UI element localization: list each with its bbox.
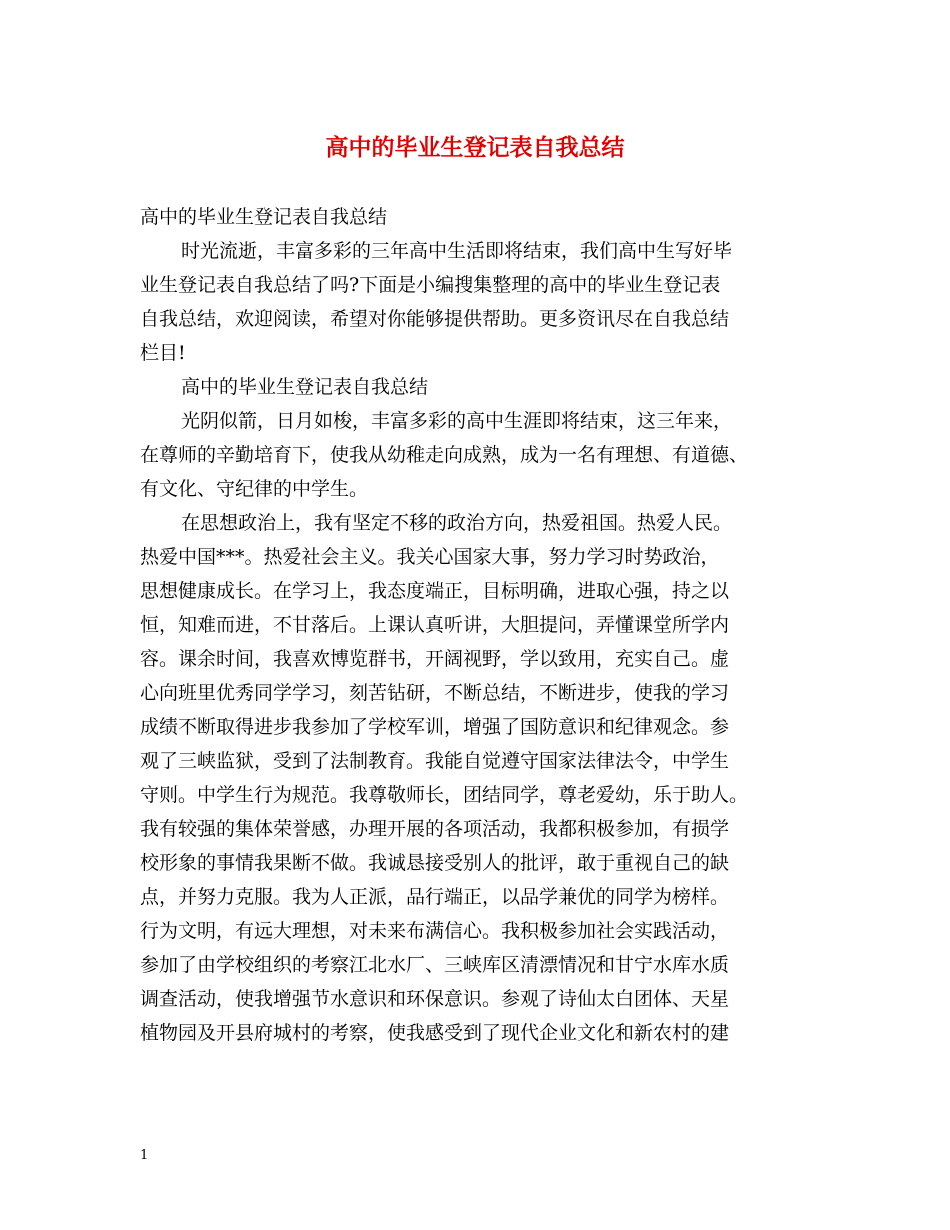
- body-line: 时光流逝，丰富多彩的三年高中生活即将结束，我们高中生写好毕: [181, 240, 733, 262]
- body-line: 光阴似箭，日月如梭，丰富多彩的高中生涯即将结束，这三年来，: [181, 410, 733, 432]
- body-line: 高中的毕业生登记表自我总结: [140, 206, 388, 228]
- body-line: 容。课余时间，我喜欢博览群书，开阔视野，学以致用，充实自己。虚: [140, 648, 730, 670]
- body-line: 心向班里优秀同学学习，刻苦钻研，不断总结，不断进步，使我的学习: [140, 682, 730, 704]
- body-line: 点，并努力克服。我为人正派，品行端正，以品学兼优的同学为榜样。: [140, 886, 730, 908]
- body-line: 恒，知难而进，不甘落后。上课认真听讲，大胆提问，弄懂课堂所学内: [140, 614, 730, 636]
- document-title: 高中的毕业生登记表自我总结: [325, 134, 625, 161]
- body-line: 校形象的事情我果断不做。我诚恳接受别人的批评，敢于重视自己的缺: [140, 852, 730, 874]
- body-line: 业生登记表自我总结了吗?下面是小编搜集整理的高中的毕业生登记表: [140, 274, 721, 296]
- body-line: 有文化、守纪律的中学生。: [140, 478, 369, 500]
- body-line: 调查活动，使我增强节水意识和环保意识。参观了诗仙太白团体、天星: [140, 988, 730, 1010]
- body-line: 观了三峡监狱，受到了法制教育。我能自觉遵守国家法律法令，中学生: [140, 750, 730, 772]
- body-line: 参加了由学校组织的考察江北水厂、三峡库区清漂情况和甘宁水库水质: [140, 954, 730, 976]
- body-line: 成绩不断取得进步我参加了学校军训，增强了国防意识和纪律观念。参: [140, 716, 730, 738]
- body-line: 思想健康成长。在学习上，我态度端正，目标明确，进取心强，持之以: [140, 580, 730, 602]
- body-line: 植物园及开县府城村的考察，使我感受到了现代企业文化和新农村的建: [140, 1022, 730, 1044]
- body-line: 自我总结，欢迎阅读，希望对你能够提供帮助。更多资讯尽在自我总结: [140, 308, 730, 330]
- page-number: 1: [140, 1148, 149, 1163]
- body-line: 高中的毕业生登记表自我总结: [181, 376, 429, 398]
- body-line: 热爱中国***。热爱社会主义。我关心国家大事，努力学习时势政治，: [140, 546, 720, 568]
- body-line: 我有较强的集体荣誉感，办理开展的各项活动，我都积极参加，有损学: [140, 818, 730, 840]
- body-line: 栏目!: [140, 342, 186, 364]
- body-line: 在尊师的辛勤培育下，使我从幼稚走向成熟，成为一名有理想、有道德、: [140, 444, 749, 466]
- body-line: 行为文明，有远大理想，对未来布满信心。我积极参加社会实践活动，: [140, 920, 730, 942]
- body-line: 守则。中学生行为规范。我尊敬师长，团结同学，尊老爱幼，乐于助人。: [140, 784, 749, 806]
- document-body: [140, 200, 830, 1050]
- body-line: 在思想政治上，我有坚定不移的政治方向，热爱祖国。热爱人民。: [181, 512, 733, 534]
